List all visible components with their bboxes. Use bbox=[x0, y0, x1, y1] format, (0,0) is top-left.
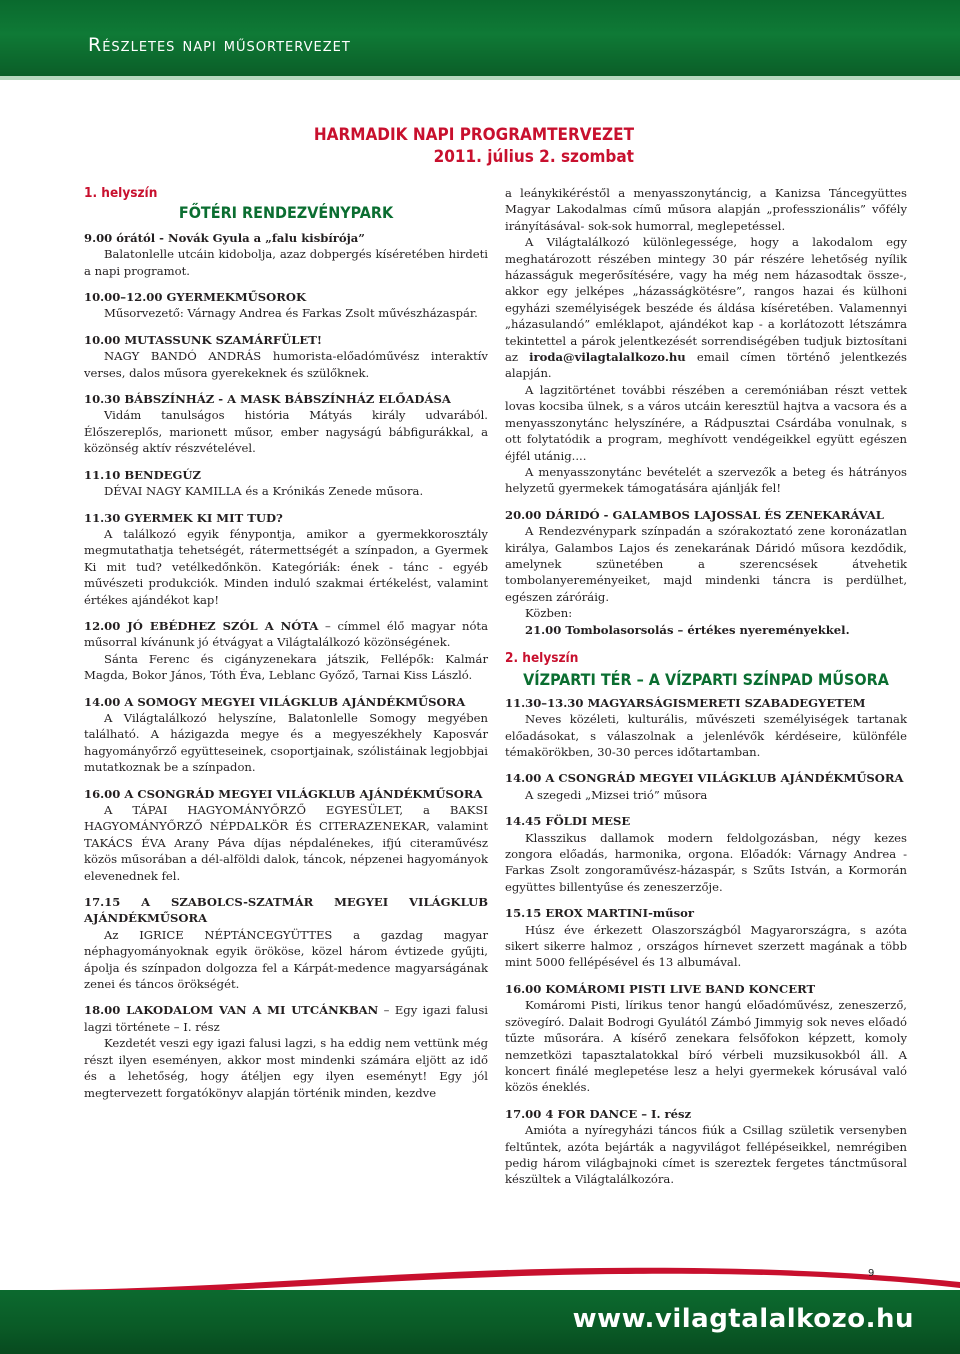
event-title: 17.00 4 FOR DANCE – I. rész bbox=[505, 1106, 692, 1121]
event-item bbox=[84, 391, 488, 457]
event-title: 15.15 EROX MARTINI-műsor bbox=[505, 906, 694, 921]
event-desc: A Világtalálkozó helyszíne, Balatonlelle Somogy megyében található. A házigazda megye és a megyeszékhely Kaposvár hagyományőrző együtteseinek, csoportjainak, szólistáinak legjobbjai mutatkoznak be a színpadon. bbox=[84, 710, 488, 775]
event-desc: A szegedi „Mizsei trió” műsora bbox=[525, 787, 708, 802]
event-title: 16.00 KOMÁROMI PISTI LIVE BAND KONCERT bbox=[505, 981, 816, 996]
event-title: 11.30 GYERMEK KI MIT TUD? bbox=[84, 510, 283, 525]
event-desc: A Rendezvénypark színpadán a szórakoztató zene koronázatlan királya, Galambos Lajos és zenekarának Dáridó műsora kezdődik, amelynek szünetében a szerencsések átvehetik tombolanyereményeiket, majd mindenki táncra is perdülhet, egészen záróráig. bbox=[505, 524, 907, 604]
header-banner bbox=[0, 0, 960, 76]
event-title: 17.15 A SZABOLCS-SZATMÁR MEGYEI VILÁGKLUB AJÁNDÉKMŰSORA bbox=[84, 895, 488, 926]
event-item bbox=[84, 694, 488, 776]
event-title: 20.00 DÁRIDÓ - GALAMBOS LAJOSSAL ÉS ZENEKARÁVAL bbox=[505, 507, 884, 522]
event-title-cont: – címmel élő magyar nóta műsorral kívánunk jó étvágyat a Világtalálkozó közönségének. bbox=[84, 618, 488, 650]
event-item bbox=[84, 618, 488, 684]
event-item bbox=[84, 786, 488, 884]
event-title: 14.45 FÖLDI MESE bbox=[505, 814, 631, 829]
location-label-1: 1. helyszín bbox=[84, 185, 158, 201]
event-item bbox=[84, 467, 488, 500]
paragraph: A menyasszonytánc bevételét a szervezők a beteg és hátrányos helyzetű gyermekek támogatására ajánlják fel! bbox=[505, 464, 907, 496]
event-title: 16.00 A CSONGRÁD MEGYEI VILÁGKLUB AJÁNDÉKMŰSORA bbox=[84, 786, 483, 801]
right-column bbox=[505, 185, 907, 1188]
event-desc: Balatonlelle utcáin kidobolja, azaz dobpergés kíséretében hirdeti a napi programot. bbox=[84, 247, 488, 278]
event-item bbox=[505, 905, 907, 971]
event-item bbox=[84, 510, 488, 608]
event-desc: Amióta a nyíregyházi táncos fiúk a Csillag születik versenyben feltűntek, azóta bejárták a nagyvilágot fellépéseikkel, nemrégiben pedig három világbajnoki címet is szereztek fergetes tánctműsoral készültek a Világtalálkozóra. bbox=[505, 1123, 907, 1187]
event-item bbox=[505, 813, 907, 895]
location-label-2: 2. helyszín bbox=[505, 649, 579, 666]
event-desc: A találkozó egyik fénypontja, amikor a gyermekkorosztály megmutathatja tehetségét, rátermettségét a színpadon, a Gyermek Ki mit tud? vetélkedőnkön. Kategóriák: ének - tánc - egyéb művészeti produkciók. Minden induló szakmai értékelést, valamint értékes ajándékot kap! bbox=[84, 526, 488, 607]
event-title-cont: – Egy igazi falusi lagzi története – I. rész bbox=[84, 1003, 488, 1034]
event-title: 12.00 JÓ EBÉDHEZ SZÓL A NÓTA bbox=[84, 618, 319, 633]
event-desc: Műsorvezető: Várnagy Andrea és Farkas Zsolt művészházaspár. bbox=[104, 306, 478, 321]
event-item bbox=[84, 230, 488, 279]
header-divider bbox=[0, 76, 960, 80]
paragraph-text: A Világtalálkozó különlegessége, hogy a lakodalom egy meghatározott részében mintegy 30 pár részére lehetőség nyílik házasságuk megerősítésére, vagy ha még nem házasodtak össze-, akkor egy jelképes „házasságkötésre”, rangos hazai és külhoni egyházi személyiségek beszéde és áldása kíséretében. Valamennyi „házasulandó” emléklapot, ajándékot kap - a korlátozott létszámra tekintettel a párok jelentkezését sorrendiségében tudjuk biztosítani az bbox=[505, 235, 907, 365]
event-desc: Az IGRICE NÉPTÁNCEGYÜTTES a gazdag magyar néphagyományoknak egyik örököse, közel három évtizede gyűjti, ápolja és színpadon dolgozza fel a Kárpát-medence magyarságának zenei és táncos örökségét. bbox=[84, 927, 488, 992]
page-header-title: Részletes napi műsortervezet bbox=[88, 34, 351, 56]
website-url[interactable]: www.vilagtalalkozo.hu bbox=[572, 1304, 914, 1334]
event-desc: Komáromi Pisti, lírikus tenor hangú előadóművész, zeneszerző, szövegíró. Dalait Bodrogi Gyulától Zámbó Jimmyig sok neves előadó tűzte műsorára. A kísérő zenekara felsőfokon képzett, komoly nemzetközi tapasztalatokkal bíró vérbeli muzsikusokból áll. A koncert finálé meglepetése lesz a helyi gyermekek kórusával való közös éneklés. bbox=[505, 998, 907, 1095]
program-title: HARMADIK NAPI PROGRAMTERVEZET bbox=[313, 125, 634, 145]
event-desc: Klasszikus dallamok modern feldolgozásban, négy kezes zongora előadás, harmonika, orgona. Előadók: Várnagy Andrea - Farkas Zsolt zongoraművész-házaspár, s Szűts István, a Kormorán együttes billentyűse és zeneszerzője. bbox=[505, 830, 907, 894]
event-title: 14.00 A CSONGRÁD MEGYEI VILÁGKLUB AJÁNDÉKMŰSORA bbox=[505, 771, 904, 786]
event-item bbox=[505, 981, 907, 1096]
event-title: 9.00 órától - Novák Gyula a „falu kisbírója” bbox=[84, 230, 365, 245]
event-item bbox=[505, 770, 907, 803]
event-item bbox=[84, 332, 488, 381]
event-item bbox=[505, 507, 907, 638]
event-title: 11.10 BENDEGÚZ bbox=[84, 467, 201, 482]
program-title-block bbox=[314, 124, 634, 168]
venue-title-2: VÍZPARTI TÉR – A VÍZPARTI SZÍNPAD MŰSORA bbox=[523, 670, 889, 690]
event-title: 18.00 LAKODALOM VAN A MI UTCÁNKBAN bbox=[84, 1003, 379, 1018]
event-title: 10.00–12.00 GYERMEKMŰSOROK bbox=[84, 290, 307, 305]
event-desc: DÉVAI NAGY KAMILLA és a Krónikás Zenede műsora. bbox=[104, 484, 424, 499]
event-desc: NAGY BANDÓ ANDRÁS humorista-előadóművész interaktív verses, dalos műsora gyerekeknek és szülőknek. bbox=[84, 349, 488, 380]
venue-title-1: FŐTÉRI RENDEZVÉNYPARK bbox=[178, 203, 394, 223]
page-number: 9 bbox=[868, 1268, 875, 1279]
event-desc: Kezdetét veszi egy igazi falusi lagzi, s ha eddig nem vettünk még részt ilyen eseményen, akkor most mindenki számára eljött az idő és a lehetőség, hogy átéljen egy ilyen eseményt! Egy jól megtervezett forgatókönyv alapján történik minden, kezdve bbox=[84, 1036, 488, 1100]
event-item bbox=[84, 1002, 488, 1100]
event-item bbox=[84, 289, 488, 322]
email-link[interactable]: iroda@vilagtalalkozo.hu bbox=[529, 350, 686, 365]
event-desc: Neves közéleti, kulturális, művészeti személyiségek tartanak előadásokat, s válaszolnak a jelenlévők kérdéseire, különféle témakörökben, 30-30 perces időtartamban. bbox=[505, 712, 907, 759]
event-title: 14.00 A SOMOGY MEGYEI VILÁGKLUB AJÁNDÉKMŰSORA bbox=[84, 694, 466, 709]
event-desc: A TÁPAI HAGYOMÁNYŐRZŐ EGYESÜLET, a BAKSI HAGYOMÁNYŐRZŐ NÉPDALKÖR ÉS CITERAZENEKAR, valamint TAKÁCS ÉVA Arany Páva díjas népdalénekes, ifjú citeraművész közös műsorában a dél-alföldi dalok, táncok, népzenei hagyományok elevenednek fel. bbox=[84, 803, 488, 883]
paragraph: A lagzitörténet további részében a ceremóniában részt vettek lovas kocsiba ülnek, s a város utcáin keresztül hajtva a vacsora és a menyasszonytánc helyszínére, a Rádpusztai Csárdába vonulnak, s ott folytatódik a program, meghívott vendégeikkel együtt egészen éjfél utánig.... bbox=[505, 382, 907, 463]
event-title: 10.00 MUTASSUNK SZAMÁRFÜLET! bbox=[84, 332, 322, 347]
event-desc: Húsz éve érkezett Olaszországból Magyarországra, s azóta sikert sikerre halmoz , országos hírnevet szerzett magának a több mint 5000 fellépésével és 13 albumával. bbox=[505, 922, 907, 970]
left-column bbox=[84, 185, 488, 1101]
event-title: 11.30–13.30 MAGYARSÁGISMERETI SZABADEGYETEM bbox=[505, 695, 866, 710]
program-date: 2011. július 2. szombat bbox=[433, 147, 634, 167]
event-item bbox=[84, 894, 488, 992]
event-desc: Sánta Ferenc és cigányzenekara játszik, Fellépők: Kalmár Magda, Bokor János, Tóth Éva, Leblanc Győző, Tarnai Kiss László. bbox=[84, 651, 488, 683]
event-item bbox=[505, 1106, 907, 1188]
event-title: 10.30 BÁBSZÍNHÁZ - A MASK BÁBSZÍNHÁZ ELŐADÁSA bbox=[84, 392, 451, 407]
paragraph: a leánykikéréstől a menyasszonytáncig, a Kanizsa Táncegyüttes Magyar Lakodalmas című műsora alapján „professzionális” vőfély irányításával- sok-sok humorral, meglepetéssel. bbox=[505, 186, 907, 233]
paragraph-text: email címen történő jelentkezés alapján. bbox=[505, 350, 907, 381]
event-item bbox=[505, 695, 907, 761]
paragraph bbox=[505, 234, 907, 382]
event-note: Közben: bbox=[525, 606, 573, 621]
raffle-line: 21.00 Tombolasorsolás – értékes nyereményekkel. bbox=[525, 622, 850, 637]
event-desc: Vidám tanulságos história Mátyás király udvarából. Élőszereplős, marionett műsor, ember nagyságú bábfigurákkal, a közönség aktív részvételével. bbox=[84, 408, 488, 456]
